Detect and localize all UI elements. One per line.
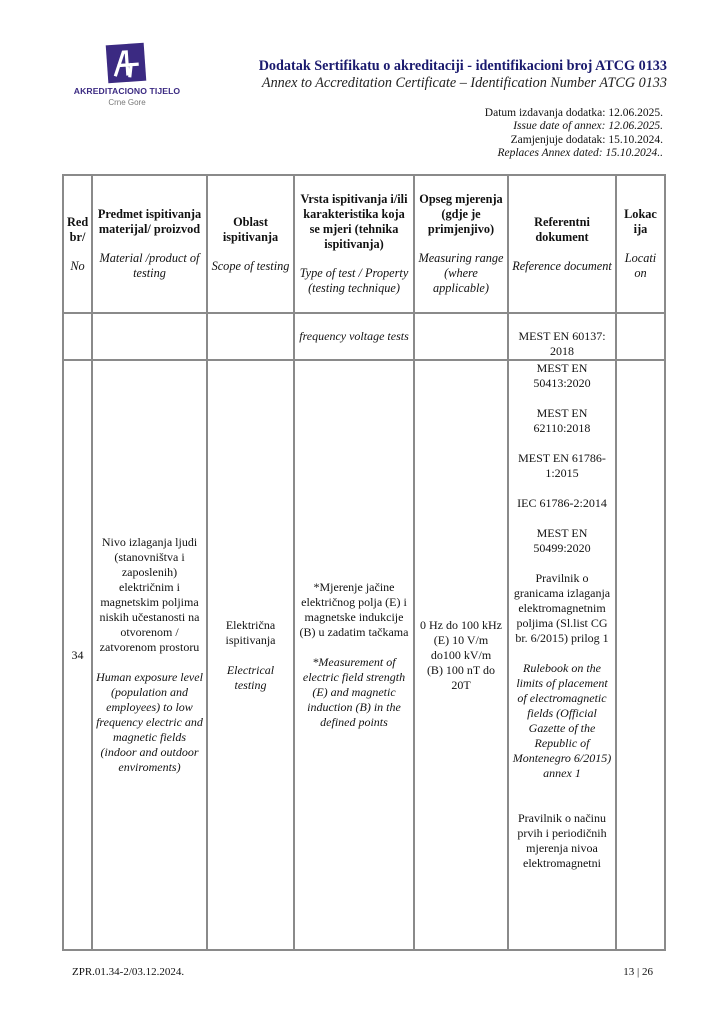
column-header-material: [92, 175, 207, 313]
column-header-measuring-range: [414, 175, 508, 313]
column-header-type-of-test: [294, 175, 414, 313]
type-local: *Mjerenje jačine električnog polja (E) i magnetske indukcije (B) u zadatim tačkama: [299, 580, 409, 639]
column-label-english: Measuring range (where applicable): [418, 251, 504, 295]
column-label-english: Reference document: [512, 258, 612, 273]
document-title-english: Annex to Accreditation Certificate – Identification Number ATCG 0133: [261, 75, 667, 91]
cell-scope: [207, 313, 294, 360]
column-label-english: Scope of testing: [211, 258, 290, 273]
document-title-local: Dodatak Sertifikatu o akreditaciji - identifikacioni broj ATCG 0133: [258, 58, 667, 74]
replaces-date-local: Zamjenjuje dodatak: 15.10.2024.: [510, 133, 663, 146]
table-row-continued: [63, 313, 665, 360]
cell-location: [616, 360, 665, 950]
cell-no: [63, 313, 92, 360]
column-header-scope: [207, 175, 294, 313]
reference-item: MEST EN 50499:2020: [533, 526, 591, 555]
scope-english: Electrical testing: [226, 662, 275, 692]
logo: [62, 42, 192, 114]
reference-item: Rulebook on the limits of placement of electromagnetic fields (Official Gazette of the Republic of Montenegro 6/2015) annex 1: [512, 661, 612, 780]
column-label-local: Referentni dokument: [534, 214, 590, 244]
reference-item: MEST EN 50413:2020: [533, 361, 591, 390]
cell-range: [414, 313, 508, 360]
column-label-local: Lokac ija: [624, 207, 657, 236]
cell-material: [92, 313, 207, 360]
column-label-local: Opseg mjerenja (gdje je primjenjivo): [419, 192, 503, 236]
column-label-local: Predmet ispitivanja materijal/ proizvod: [97, 207, 202, 236]
range-electric: (E) 10 V/m do100 kV/m: [430, 632, 492, 662]
reference-item: Pravilnik o načinu prvih i periodičnih mjerenja nivoa elektromagnetni: [517, 811, 607, 870]
cell-type-of-test: frequency voltage tests: [294, 313, 414, 360]
column-label-english: Type of test / Property (testing technique): [299, 266, 409, 295]
footer-page-number: 13 | 26: [623, 966, 653, 978]
cell-reference: [508, 360, 616, 950]
column-label-english: No: [70, 258, 85, 273]
column-label-english: Locati on: [624, 251, 657, 280]
issue-date-english: Issue date of annex: 12.06.2025.: [513, 120, 663, 133]
range-frequency: 0 Hz do 100 kHz: [420, 617, 502, 632]
column-label-local: Oblast ispitivanja: [222, 214, 279, 244]
column-label-english: Material /product of testing: [99, 251, 200, 280]
material-local: Nivo izlaganja ljudi (stanovništva i zaposlenih) električnim i magnetskim poljima niskih učestanosti na otvorenom / zatvorenom prostoru: [99, 535, 200, 654]
column-label-local: Vrsta ispitivanja i/ili karakteristika koja se mjeri (tehnika ispitivanja): [300, 192, 408, 251]
annex-dates: [485, 107, 663, 161]
reference-item: MEST EN 62110:2018: [533, 406, 591, 435]
cell-type-of-test: [294, 360, 414, 950]
cell-range: [414, 360, 508, 950]
cell-material: [92, 360, 207, 950]
cell-no: 34: [63, 360, 92, 950]
material-english: Human exposure level (population and employees) to low frequency electric and magnetic fields (indoor and outdoor enviroments): [96, 670, 203, 774]
scope-local: Električna ispitivanja: [225, 617, 276, 647]
column-header-reference: [508, 175, 616, 313]
cell-reference: MEST EN 60137: 2018: [508, 313, 616, 360]
range-magnetic: (B) 100 nT do 20T: [426, 662, 496, 692]
column-header-no: [63, 175, 92, 313]
logo-subtitle: Crne Gore: [108, 98, 146, 107]
column-label-local: Red br/: [67, 214, 89, 244]
cell-scope: [207, 360, 294, 950]
replaces-date-english: Replaces Annex dated: 15.10.2024..: [497, 147, 663, 160]
table-row: [63, 360, 665, 950]
reference-item: MEST EN 61786-1:2015: [518, 451, 606, 480]
accreditation-scope-table: [62, 174, 666, 951]
table-header-row: [63, 175, 665, 313]
logo-name: AKREDITACIONO TIJELO: [73, 86, 181, 96]
accreditation-body-logo-icon: [106, 43, 147, 84]
column-header-location: [616, 175, 665, 313]
footer-doc-code: ZPR.01.34-2/03.12.2024.: [72, 966, 185, 978]
reference-item: IEC 61786-2:2014: [517, 496, 607, 510]
issue-date-local: Datum izdavanja dodatka: 12.06.2025.: [484, 107, 663, 119]
cell-location: [616, 313, 665, 360]
reference-item: Pravilnik o granicama izlaganja elektromagnetnim poljima (Sl.list CG br. 6/2015) prilog 1: [513, 571, 611, 645]
type-english: *Measurement of electric field strength (E) and magnetic induction (B) in the defined points: [302, 655, 406, 729]
